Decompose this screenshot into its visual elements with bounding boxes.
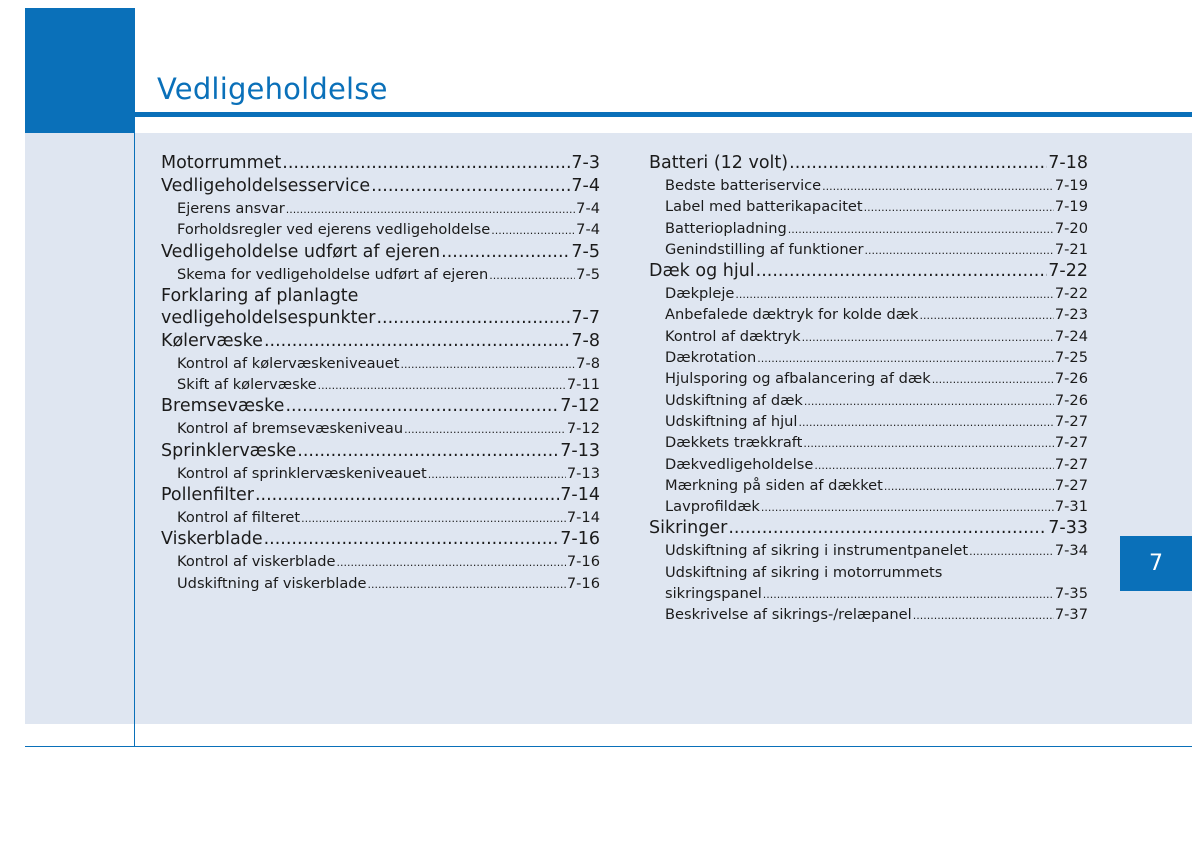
toc-entry[interactable] [161,175,600,198]
toc-entry-page: 7-16 [560,529,600,550]
toc-entry[interactable] [161,395,600,418]
dot-leader [822,175,1054,197]
toc-entry[interactable] [161,528,600,551]
dot-leader [428,463,566,485]
toc-entry-page: 7-5 [576,265,600,283]
dot-leader [757,347,1054,369]
toc-entry[interactable] [161,198,600,219]
toc-entry-page: 7-12 [566,420,600,438]
toc-entry-page: 7-26 [1054,391,1088,409]
toc-entry[interactable] [161,219,600,240]
toc-entry-page: 7-27 [1054,476,1088,494]
vertical-divider [134,8,135,746]
toc-entry-page: 7-22 [1054,285,1088,303]
toc-entry-page: 7-13 [560,440,600,461]
toc-entry-title: Mærkning på siden af dækket [665,476,883,494]
toc-entry-title: Vedligeholdelsesservice [161,176,371,196]
dot-leader [920,304,1054,326]
toc-entry[interactable] [161,330,600,353]
toc-entry-page: 7-5 [571,241,600,262]
toc-entry-title: Udskiftning af sikring i motorrummets [665,563,943,581]
toc-entry[interactable] [161,374,600,395]
toc-entry-title: Skema for vedligeholdelse udført af ejeren [177,265,489,283]
toc-entry-page: 7-12 [560,396,600,417]
toc-entry-title: Bremsevæske [161,396,285,417]
dot-leader [441,241,570,264]
dot-leader [376,307,570,330]
toc-entry[interactable] [649,260,1088,283]
dot-leader [491,219,575,241]
toc-entry[interactable] [649,432,1088,453]
toc-entry[interactable] [649,326,1088,347]
dot-leader [301,507,566,529]
toc-entry-title: Kontrol af kølervæskeniveauet [177,354,400,372]
toc-entry-title: Lavprofildæk [665,498,760,516]
chapter-tab[interactable]: 7 [1120,536,1192,591]
dot-leader [865,239,1054,261]
toc-entry-title: Kølervæske [161,330,263,351]
dot-leader [763,583,1054,605]
toc-entry-page: 7-18 [1048,153,1088,173]
dot-leader [282,152,570,175]
toc-entry-page: 7-16 [566,574,600,592]
toc-entry-title: Kontrol af dæktryk [665,327,801,345]
dot-leader [400,353,575,375]
toc-entry-page: 7-14 [566,509,600,527]
toc-entry[interactable] [161,507,600,528]
toc-entry-title: Udskiftning af hjul [665,412,798,430]
toc-entry[interactable] [161,264,600,285]
toc-entry-page: 7-11 [566,376,600,394]
toc-entry-title: Sikringer [649,518,728,539]
dot-leader [318,374,566,396]
toc-entry[interactable] [649,196,1088,217]
dot-leader [756,260,1048,283]
toc-entry[interactable] [649,239,1088,260]
toc-entry[interactable] [161,440,600,463]
toc-entry-page: 7-25 [1054,349,1088,367]
dot-leader [285,395,559,418]
toc-entry-page: 7-27 [1054,455,1088,473]
toc-entry-page: 7-20 [1054,219,1088,237]
dot-leader [264,528,560,551]
toc-entry[interactable] [649,304,1088,325]
toc-entry[interactable] [649,218,1088,239]
toc-entry[interactable] [161,418,600,439]
toc-entry-page: 7-33 [1048,518,1088,539]
toc-entry-page: 7-22 [1048,261,1088,282]
toc-entry-page: 7-4 [571,176,600,196]
toc-entry[interactable] [649,283,1088,304]
toc-entry-title: Kontrol af bremsevæskeniveau [177,420,404,438]
toc-entry-page: 7-3 [571,153,600,173]
dot-leader [788,218,1054,240]
toc-entry-page: 7-35 [1054,585,1088,603]
dot-leader [761,496,1054,518]
dot-leader [286,198,575,220]
toc-entry-title: Dæk og hjul [649,261,755,282]
dot-leader [803,432,1053,454]
toc-entry[interactable] [649,347,1088,368]
dot-leader [297,440,559,463]
dot-leader [336,551,565,573]
toc-entry[interactable] [161,551,600,572]
toc-entry[interactable] [649,411,1088,432]
toc-entry-title: Genindstilling af funktioner [665,240,864,258]
toc-entry-page: 7-13 [566,464,600,482]
toc-entry[interactable] [649,496,1088,517]
toc-entry-title: Anbefalede dæktryk for kolde dæk [665,306,919,324]
toc-entry[interactable] [161,484,600,507]
toc-entry[interactable] [649,454,1088,475]
toc-entry-title: Viskerblade [161,529,263,550]
toc-entry-title: Kontrol af viskerblade [177,553,336,571]
toc-entry[interactable] [161,241,600,264]
toc-entry-page: 7-34 [1054,542,1088,560]
toc-entry[interactable] [649,175,1088,196]
toc-entry[interactable] [649,517,1088,540]
toc-entry-title: Vedligeholdelse udført af ejeren [161,241,441,262]
toc-entry-page: 7-31 [1054,498,1088,516]
toc-entry-title: Batteriopladning [665,219,787,237]
toc-right-column [649,152,1088,626]
toc-entry[interactable] [649,604,1088,625]
toc-entry-title: vedligeholdelsespunkter [161,307,376,328]
toc-entry-page: 7-24 [1054,327,1088,345]
toc-entry[interactable] [161,152,600,175]
dot-leader [368,573,566,595]
toc-entry-title: Udskiftning af sikring i instrumentpanelet [665,542,969,560]
toc-entry-page: 7-23 [1054,306,1088,324]
dot-leader [884,475,1054,497]
dot-leader [789,152,1047,175]
toc-entry-page: 7-8 [576,354,600,372]
toc-entry-title: Batteri (12 volt) [649,153,789,173]
dot-leader [969,540,1054,562]
toc-entry-title: Pollenfilter [161,485,254,506]
toc-entry[interactable] [649,562,1088,583]
toc-entry-title: Skift af kølervæske [177,376,317,394]
dot-leader [864,196,1054,218]
toc-entry-page: 7-14 [560,485,600,506]
toc-entry-title: Forholdsregler ved ejerens vedligeholdelse [177,221,491,239]
toc-entry-title: sikringspanel [665,585,762,603]
dot-leader [728,517,1047,540]
toc-entry[interactable] [649,540,1088,561]
toc-entry-title: Dækrotation [665,349,757,367]
dot-leader [404,418,566,440]
dot-leader [371,175,570,198]
dot-leader [264,330,570,353]
toc-entry-title: Ejerens ansvar [177,200,285,217]
toc-entry[interactable] [161,463,600,484]
toc-entry-page: 7-21 [1054,240,1088,258]
toc-entry-page: 7-7 [571,307,600,328]
toc-entry-page: 7-8 [571,330,600,351]
title-underline [134,112,1192,117]
toc-entry-title: Sprinklervæske [161,440,297,461]
toc-entry[interactable] [649,368,1088,389]
dot-leader [735,283,1054,305]
bottom-rule [25,746,1192,747]
toc-entry[interactable] [161,307,600,330]
toc-left-column [161,152,600,594]
toc-entry-page: 7-19 [1054,177,1088,194]
toc-entry-page: 7-27 [1054,434,1088,452]
dot-leader [489,264,575,286]
toc-entry-title: Forklaring af planlagte [161,285,359,306]
toc-entry[interactable] [649,583,1088,604]
toc-entry-page: 7-4 [576,200,600,217]
dot-leader [255,484,559,507]
toc-entry[interactable] [161,285,600,307]
toc-entry-title: Dækkets trækkraft [665,434,803,452]
toc-entry-page: 7-16 [566,553,600,571]
toc-entry-title: Kontrol af filteret [177,509,301,527]
header-blue-block [25,8,134,133]
dot-leader [798,411,1053,433]
page-title: Vedligeholdelse [157,72,388,106]
toc-entry[interactable] [649,475,1088,496]
toc-entry-title: Dækvedligeholdelse [665,455,814,473]
toc-entry[interactable] [649,152,1088,175]
dot-leader [913,604,1054,626]
toc-entry-title: Udskiftning af viskerblade [177,574,367,592]
toc-entry[interactable] [161,573,600,594]
toc-entry[interactable] [649,390,1088,411]
toc-entry-title: Dækpleje [665,285,735,303]
toc-entry[interactable] [161,353,600,374]
toc-entry-title: Beskrivelse af sikrings-/relæpanel [665,606,912,624]
toc-entry-title: Label med batterikapacitet [665,198,863,216]
toc-entry-page: 7-27 [1054,412,1088,430]
toc-entry-title: Bedste batteriservice [665,177,822,194]
toc-entry-page: 7-19 [1054,198,1088,216]
toc-entry-title: Udskiftning af dæk [665,391,803,409]
toc-entry-title: Kontrol af sprinklervæskeniveauet [177,464,427,482]
dot-leader [802,326,1054,348]
toc-entry-page: 7-4 [576,221,600,239]
dot-leader [804,390,1054,412]
toc-entry-page: 7-26 [1054,370,1088,388]
toc-entry-title: Motorrummet [161,153,282,173]
dot-leader [932,368,1054,390]
toc-entry-page: 7-37 [1054,606,1088,624]
dot-leader [814,454,1054,476]
toc-entry-title: Hjulsporing og afbalancering af dæk [665,370,931,388]
